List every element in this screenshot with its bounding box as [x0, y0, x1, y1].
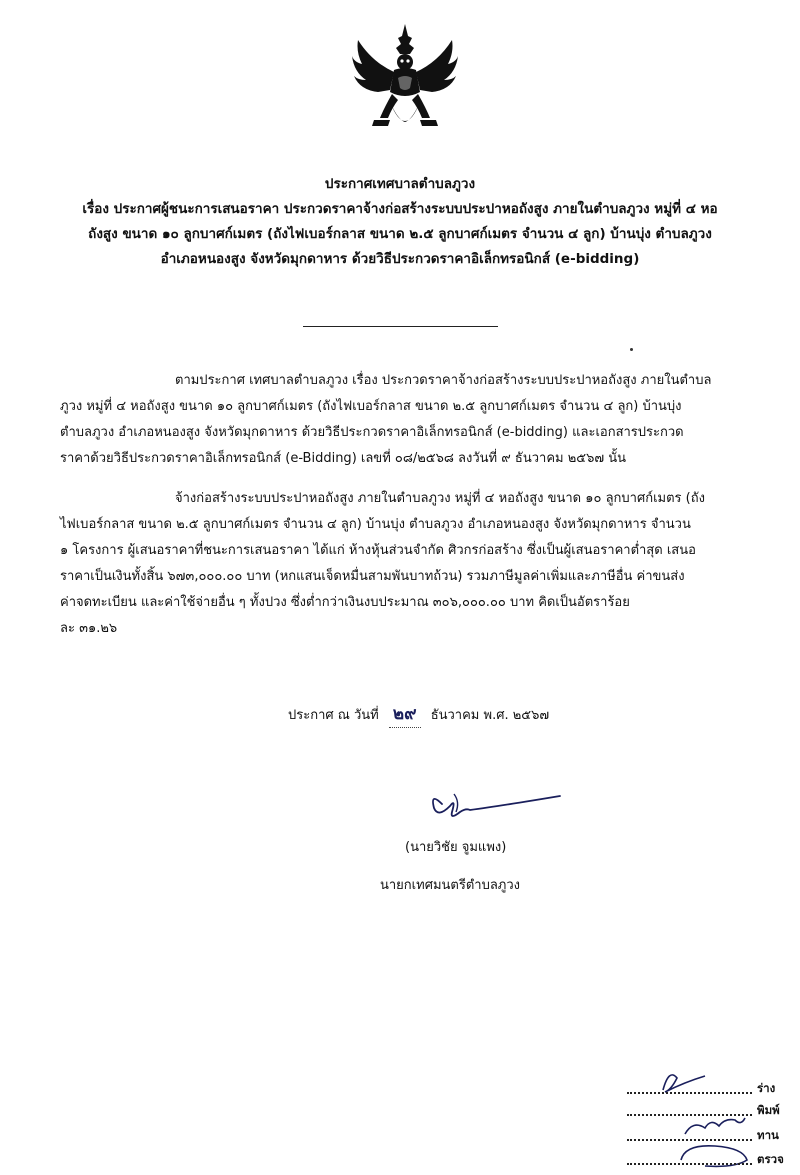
signature-icon — [420, 782, 570, 827]
paragraph-2-line: ละ ๓๑.๒๖ — [60, 621, 118, 636]
dotted-line — [627, 1163, 752, 1165]
approval-label: ตรวจ — [757, 1152, 784, 1166]
body-paragraph-2 — [60, 486, 750, 642]
paragraph-2-line: ค่าจดทะเบียน และค่าใช้จ่ายอื่น ๆ ทั้งปวง ซึ่งต่ำกว่าเงินงบประมาณ ๓๐๖,๐๐๐.๐๐ บาท คิดเป็นอัตราร้อย — [60, 595, 630, 610]
paragraph-2-line: ราคาเป็นเงินทั้งสิ้น ๖๗๓,๐๐๐.๐๐ บาท (หกแสนเจ็ดหมื่นสามพันบาทถ้วน) รวมภาษีมูลค่าเพิ่มและภาษีอื่น ค่าขนส่ง — [60, 569, 685, 584]
office-title: ประกาศเทศบาลตำบลภูวง — [324, 176, 476, 192]
heading-divider — [303, 326, 498, 327]
dotted-line — [627, 1139, 752, 1141]
paragraph-1-line: ราคาด้วยวิธีประกวดราคาอิเล็กทรอนิกส์ (e-Bidding) เลขที่ ๐๘/๒๕๖๘ ลงวันที่ ๙ ธันวาคม ๒๕๖๗ นั้น — [60, 451, 627, 466]
stray-dot — [630, 348, 633, 351]
dotted-line — [627, 1114, 752, 1116]
approval-initials-block — [615, 1048, 795, 1173]
announce-prefix: ประกาศ ณ วันที่ — [288, 708, 379, 723]
garuda-emblem-icon — [350, 22, 460, 142]
announcement-date — [288, 700, 549, 728]
announce-suffix: ธันวาคม พ.ศ. ๒๕๖๗ — [430, 708, 550, 723]
approval-label: ร่าง — [757, 1081, 776, 1095]
paragraph-1-line: ภูวง หมู่ที่ ๔ หอถังสูง ขนาด ๑๐ ลูกบาศก์เมตร (ถังไฟเบอร์กลาส ขนาด ๒.๕ ลูกบาศก์เมตร จำนวน ๔ ลูก) บ้านบุ่ง — [60, 399, 682, 414]
paragraph-2-line: ๑ โครงการ ผู้เสนอราคาที่ชนะการเสนอราคา ได้แก่ ห้างหุ้นส่วนจำกัด ศิวกรก่อสร้าง ซึ่งเป็นผู้เสนอราคาต่ำสุด เสนอ — [60, 543, 696, 558]
approval-label: พิมพ์ — [757, 1103, 780, 1117]
signer-name: (นายวิชัย จูมแพง) — [405, 840, 507, 855]
paragraph-1-line: ตามประกาศ เทศบาลตำบลภูวง เรื่อง ประกวดราคาจ้างก่อสร้างระบบประปาหอถังสูง ภายในตำบล — [175, 373, 712, 388]
subject-line-3: อำเภอหนองสูง จังหวัดมุกดาหาร ด้วยวิธีประกวดราคาอิเล็กทรอนิกส์ (e-bidding) — [160, 251, 640, 267]
approval-row-draft — [627, 1078, 795, 1098]
paragraph-1-line: ตำบลภูวง อำเภอหนองสูง จังหวัดมุกดาหาร ด้วยวิธีประกวดราคาอิเล็กทรอนิกส์ (e-bidding) และเอกสารประกวด — [60, 425, 684, 440]
announcement-heading — [40, 172, 760, 272]
approval-row-type — [627, 1100, 795, 1120]
paragraph-2-line: จ้างก่อสร้างระบบประปาหอถังสูง ภายในตำบลภูวง หมู่ที่ ๔ หอถังสูง ขนาด ๑๐ ลูกบาศก์เมตร (ถัง — [175, 491, 705, 506]
subject-line-2: ถังสูง ขนาด ๑๐ ลูกบาศก์เมตร (ถังไฟเบอร์กลาส ขนาด ๒.๕ ลูกบาศก์เมตร จำนวน ๔ ลูก) บ้านบุ่ง ตำบลภูวง — [88, 226, 712, 242]
paragraph-2-line: ไฟเบอร์กลาส ขนาด ๒.๕ ลูกบาศก์เมตร จำนวน ๔ ลูก) บ้านบุ่ง ตำบลภูวง อำเภอหนองสูง จังหวัดมุกดาหาร จำนวน — [60, 517, 691, 532]
dotted-line — [627, 1092, 752, 1094]
approval-row-check — [627, 1149, 795, 1169]
announce-day: ๒๙ — [389, 700, 421, 728]
approval-row-review — [627, 1125, 795, 1145]
approval-label: ทาน — [757, 1128, 779, 1142]
subject-line-1: เรื่อง ประกาศผู้ชนะการเสนอราคา ประกวดราคาจ้างก่อสร้างระบบประปาหอถังสูง ภายในตำบลภูวง หมู่ที่ ๔ หอ — [82, 201, 718, 217]
signer-title: นายกเทศมนตรีตำบลภูวง — [380, 878, 520, 893]
body-paragraph-1 — [60, 368, 750, 472]
